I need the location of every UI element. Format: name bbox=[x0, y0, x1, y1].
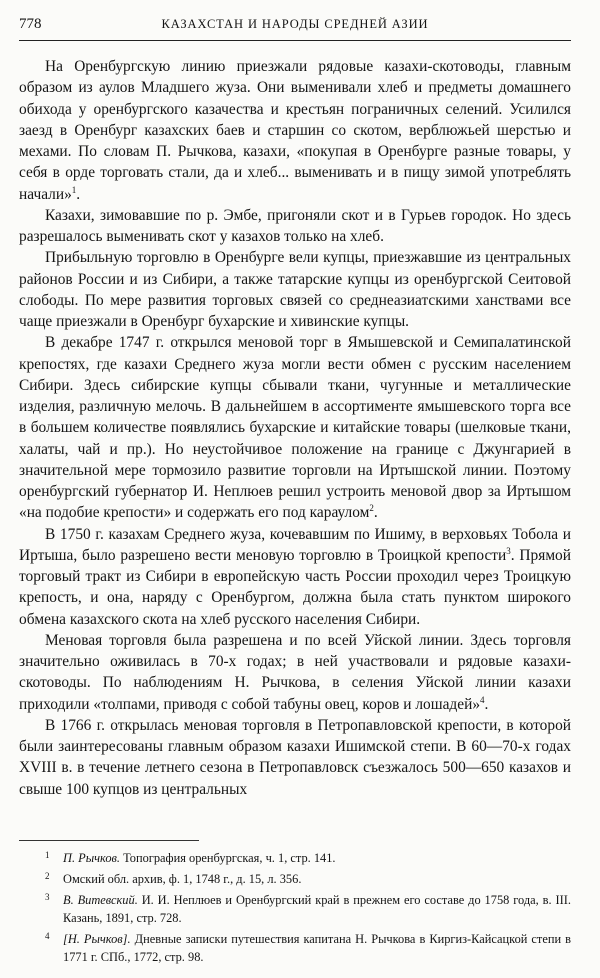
paragraph: Меновая торговля была разрешена и по всей Уйской линии. Здесь торговля значительно оживилась в 70-х годах; в ней участвовали и рядовые казахи-скотоводы. По наблюдениям Н. Рычкова, в селения Уйской линии казахи приходили «толпами, приводя с собой табуны овец, коров и лошадей»$^4$. bbox=[19, 631, 571, 713]
footnote-ref[interactable]: 3 bbox=[506, 545, 511, 556]
footnote-rule bbox=[19, 840, 199, 841]
footnote-text: И. И. Неплюев и Оренбургский край в прежнем его составе до 1758 года, в. III. Казань, 1891, стр. 728. bbox=[63, 893, 571, 925]
footnote-author: В. Витевский. bbox=[63, 893, 138, 907]
footnote-ref[interactable]: 4 bbox=[480, 694, 485, 705]
footnote-number: 4 bbox=[45, 931, 50, 941]
running-title: КАЗАХСТАН И НАРОДЫ СРЕДНЕЙ АЗИИ bbox=[161, 17, 429, 31]
footnote-text: Омский обл. архив, ф. 1, 1748 г., д. 15, л. 356. bbox=[63, 872, 302, 886]
footnote-author: [Н. Рычков]. bbox=[63, 932, 131, 946]
footnotes bbox=[19, 846, 571, 966]
footnote-text: Топография оренбургская, ч. 1, стр. 141. bbox=[123, 851, 336, 865]
main-text bbox=[19, 56, 571, 800]
page-header bbox=[19, 16, 571, 36]
footnote bbox=[19, 888, 571, 927]
header-rule bbox=[19, 40, 571, 41]
footnote-ref[interactable]: 1 bbox=[71, 184, 77, 195]
footnote-number: 3 bbox=[45, 892, 50, 902]
paragraph: На Оренбургскую линию приезжали рядовые казахи-скотоводы, главным образом из аулов Младшего жуза. Они выменивали хлеб и предметы домашнего обихода у оренбургского казачества и крестьян пограничных селений. Усилился заезд в Оренбург казахских баев и старшин со скотом, верблюжьей шерстью и мехами. По словам П. Рычкова, казахи, «покупая в Оренбурге разные товары, у себя в орде торговать стали, да и хлеб... выменивать и в пищу зимой употреблять начали»$^1$. bbox=[19, 58, 571, 203]
paragraph: В декабре 1747 г. открылся меновой торг в Ямышевской и Семипалатинской крепостях, где казахи Среднего жуза могли вести обмен с русским населением Сибири. Здесь сибирские купцы сбывали ткани, чугунные и металлические изделия, различную мелочь. В дальнейшем в ассортименте ямышевского торга все в большем количестве появлялись бухарские и китайские товары (шелковые ткани, халаты, чай и пр.). Но неустойчивое положение на границе с Джунгарией в значительной мере тормозило развитие торговли на Иртышской линии. Поэтому оренбургский губернатор И. Неплюев решил устроить меновой двор за Иртышом «на подобие крепости» и содержать его под караулом$^2$. bbox=[19, 334, 571, 522]
paragraph: В 1766 г. открылась меновая торговля в Петропавловской крепости, в которой были заинтересованы главным образом казахи Ишимской степи. В 60—70-х годах XVIII в. в течение летнего сезона в Петропавловск съезжалось 500—650 казахов и свыше 100 купцов из центральных bbox=[19, 716, 571, 798]
paragraph: Казахи, зимовавшие по р. Эмбе, пригоняли скот и в Гурьев городок. Но здесь разрешалось выменивать скот у казахов только на хлеб. bbox=[19, 206, 571, 245]
footnote-number: 1 bbox=[45, 850, 50, 860]
page-number: 778 bbox=[19, 16, 42, 32]
paragraph: Прибыльную торговлю в Оренбурге вели купцы, приезжавшие из центральных районов России и из Сибири, а также татарские купцы из оренбургской Сеитовой слободы. По мере развития торговых связей со среднеазиатскими ханствами все чаще приезжали в Оренбург бухарские и хивинские купцы. bbox=[19, 249, 571, 330]
footnote-number: 2 bbox=[45, 871, 50, 881]
footnote bbox=[19, 927, 571, 966]
footnote bbox=[19, 867, 571, 888]
footnote-ref[interactable]: 2 bbox=[369, 503, 374, 514]
footnote bbox=[19, 846, 571, 867]
footnote-text: Дневные записки путешествия капитана Н. Рычкова в Киргиз-Кайсацкой степи в 1771 г. СПб., 1772, стр. 98. bbox=[63, 932, 571, 964]
footnote-author: П. Рычков. bbox=[63, 851, 121, 865]
paragraph: В 1750 г. казахам Среднего жуза, кочевавшим по Ишиму, в верховьях Тобола и Иртыша, было разрешено вести меновую торговлю в Троицкой крепости$^3$. Прямой торговый тракт из Сибири в европейскую часть России проходил через Троицкую крепость, и она, наряду с Оренбургом, должна была стать пунктом широкого обмена казахского скота на хлеб русского населения Сибири. bbox=[19, 525, 571, 628]
